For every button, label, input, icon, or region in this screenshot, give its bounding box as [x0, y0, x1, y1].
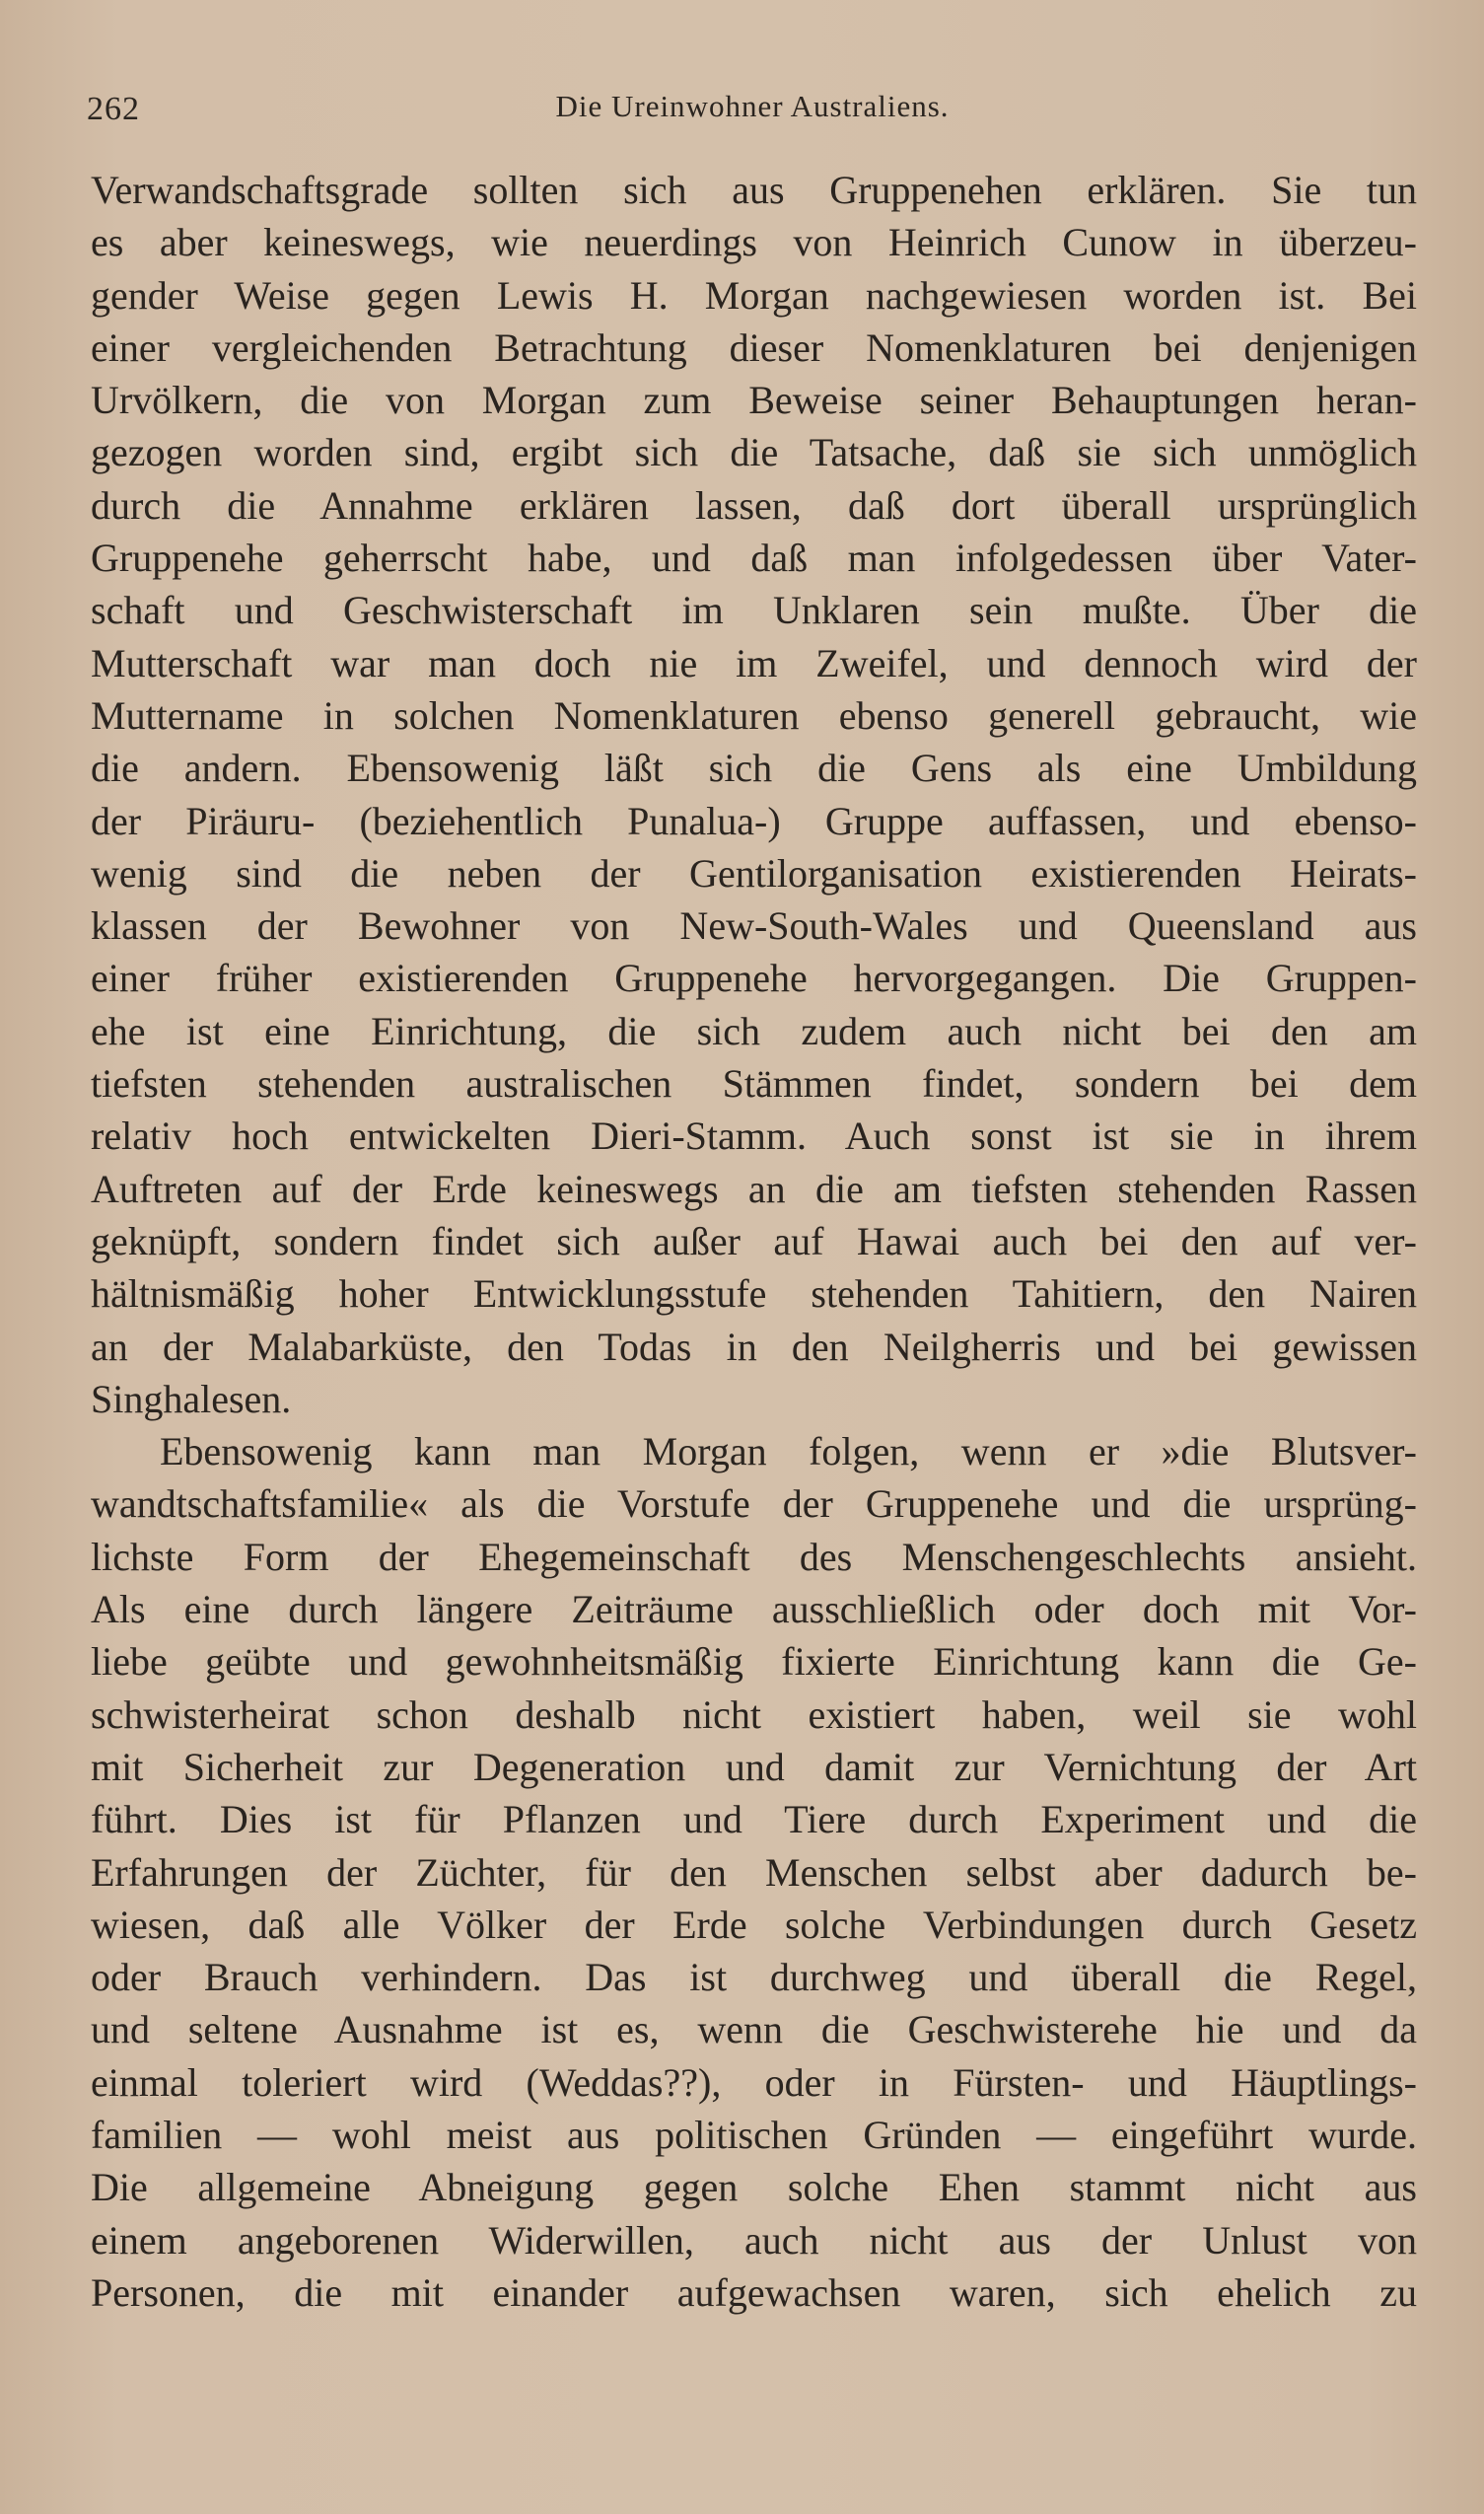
text-line: Erfahrungen der Züchter, für den Menschen selbst aber dadurch be- [91, 1849, 1417, 1895]
text-line: einem angeborenen Widerwillen, auch nicht aus der Unlust von [91, 2217, 1417, 2263]
text-line: Als eine durch längere Zeiträume ausschließlich oder doch mit Vor- [91, 1587, 1417, 1632]
text-line: klassen der Bewohner von New-South-Wales und Queensland aus [91, 903, 1417, 949]
text-line: familien — wohl meist aus politischen Gründen — eingeführt wurde. [91, 2112, 1417, 2157]
text-line: führt. Dies ist für Pflanzen und Tiere durch Experiment und die [91, 1797, 1417, 1842]
text-line: Gruppenehe geherrscht habe, und daß man infolgedessen über Vater- [91, 536, 1417, 581]
page-header [87, 83, 1418, 132]
text-line: einmal toleriert wird (Weddas??), oder in Fürsten- und Häuptlings- [91, 2059, 1417, 2105]
text-line: hältnismäßig hoher Entwicklungsstufe stehenden Tahitiern, den Nairen [91, 1271, 1417, 1317]
text-line: Verwandschaftsgrade sollten sich aus Gruppenehen erklären. Sie tun [91, 168, 1417, 212]
text-line: die andern. Ebensowenig läßt sich die Gens als eine Umbildung [91, 746, 1417, 791]
text-line: oder Brauch verhindern. Das ist durchweg und überall die Regel, [91, 1955, 1417, 2000]
text-line: durch die Annahme erklären lassen, daß dort überall ursprünglich [91, 482, 1417, 528]
text-line: Urvölkern, die von Morgan zum Beweise seiner Behauptungen heran- [91, 378, 1417, 423]
text-line: Personen, die mit einander aufgewachsen waren, sich ehelich zu [91, 2269, 1417, 2315]
text-line: Die allgemeine Abneigung gegen solche Ehen stammt nicht aus [91, 2165, 1417, 2210]
text-line: es aber keineswegs, wie neuerdings von Heinrich Cunow in überzeu- [91, 220, 1417, 265]
text-line: Muttername in solchen Nomenklaturen ebenso generell gebraucht, wie [91, 692, 1417, 738]
text-line: an der Malabarküste, den Todas in den Neilgherris und bei gewissen [91, 1324, 1417, 1369]
text-line: und seltene Ausnahme ist es, wenn die Geschwisterehe hie und da [91, 2007, 1417, 2052]
text-line: Mutterschaft war man doch nie im Zweifel, und dennoch wird der [91, 640, 1417, 685]
paragraph-first-line: Ebensowenig kann man Morgan folgen, wenn er »die Blutsver- [160, 1429, 1417, 1474]
running-title: Die Ureinwohner Australiens. [555, 89, 950, 123]
body-text [91, 164, 1417, 2319]
text-line: wandtschaftsfamilie« als die Vorstufe der Gruppenehe und die ursprüng- [91, 1481, 1417, 1527]
text-line: mit Sicherheit zur Degeneration und damit zur Vernichtung der Art [91, 1744, 1417, 1789]
text-line: ehe ist eine Einrichtung, die sich zudem auch nicht bei den am [91, 1008, 1417, 1053]
text-line: wenig sind die neben der Gentilorganisation existierenden Heirats- [91, 850, 1417, 896]
paragraph-last-line: Singhalesen. [91, 1376, 292, 1421]
text-line: wiesen, daß alle Völker der Erde solche Verbindungen durch Gesetz [91, 1902, 1417, 1947]
page-number: 262 [87, 91, 140, 127]
text-line: schaft und Geschwisterschaft im Unklaren sein mußte. Über die [91, 588, 1417, 633]
text-line: Auftreten auf der Erde keineswegs an die am tiefsten stehenden Rassen [91, 1166, 1417, 1211]
text-line: schwisterheirat schon deshalb nicht existiert haben, weil sie wohl [91, 1691, 1417, 1737]
text-line: gezogen worden sind, ergibt sich die Tatsache, daß sie sich unmöglich [91, 430, 1417, 475]
text-line: liebe geübte und gewohnheitsmäßig fixierte Einrichtung kann die Ge- [91, 1639, 1417, 1685]
text-line: gender Weise gegen Lewis H. Morgan nachgewiesen worden ist. Bei [91, 272, 1417, 318]
text-line: relativ hoch entwickelten Dieri-Stamm. Auch sonst ist sie in ihrem [91, 1113, 1417, 1159]
text-line: geknüpft, sondern findet sich außer auf Hawai auch bei den auf ver- [91, 1218, 1417, 1263]
text-line: einer früher existierenden Gruppenehe hervorgegangen. Die Gruppen- [91, 956, 1417, 1001]
text-line: der Piräuru- (beziehentlich Punalua-) Gruppe auffassen, und ebenso- [91, 798, 1417, 843]
text-line: tiefsten stehenden australischen Stämmen findet, sondern bei dem [91, 1061, 1417, 1107]
text-line: lichste Form der Ehegemeinschaft des Menschengeschlechts ansieht. [91, 1534, 1417, 1579]
text-line: einer vergleichenden Betrachtung dieser Nomenklaturen bei denjenigen [91, 324, 1417, 370]
